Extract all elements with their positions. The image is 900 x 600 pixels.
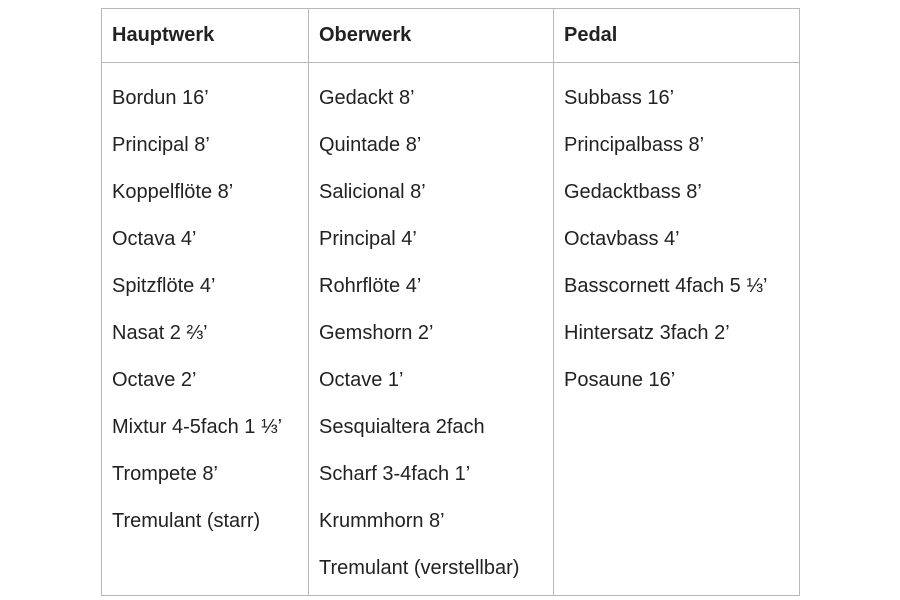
stop-item: Mixtur 4-5fach 1 ⅓’ [112, 416, 283, 438]
stop-item: Posaune 16’ [564, 369, 676, 391]
stop-item: Bordun 16’ [112, 87, 209, 109]
stop-item: Gedackt 8’ [319, 87, 415, 109]
stops-row [102, 63, 800, 596]
stop-item: Octava 4’ [112, 228, 197, 250]
stop-item: Nasat 2 ⅔’ [112, 322, 208, 344]
stop-item: Octave 1’ [319, 369, 404, 391]
stop-item: Principalbass 8’ [564, 134, 705, 156]
stop-item: Quintade 8’ [319, 134, 422, 156]
stop-item: Octave 2’ [112, 369, 197, 391]
stop-item: Tremulant (starr) [112, 510, 261, 532]
stop-item: Gemshorn 2’ [319, 322, 434, 344]
stop-item: Principal 4’ [319, 228, 417, 250]
stop-item: Sesquialtera 2fach [319, 416, 485, 438]
stop-item: Trompete 8’ [112, 463, 218, 485]
header-row [102, 9, 800, 63]
header-pedal: Pedal [554, 9, 800, 63]
header-oberwerk: Oberwerk [309, 9, 554, 63]
organ-stops-table [101, 8, 800, 596]
stop-item: Salicional 8’ [319, 181, 426, 203]
stop-item: Gedacktbass 8’ [564, 181, 702, 203]
stop-item: Spitzflöte 4’ [112, 275, 216, 297]
stop-item: Subbass 16’ [564, 87, 675, 109]
stop-item: Principal 8’ [112, 134, 210, 156]
stop-item: Tremulant (verstellbar) [319, 557, 520, 579]
oberwerk-stop-list [319, 75, 553, 592]
pedal-cell [554, 63, 800, 596]
pedal-stop-list [564, 75, 799, 404]
oberwerk-cell [309, 63, 554, 596]
stop-item: Rohrflöte 4’ [319, 275, 422, 297]
stop-item: Scharf 3-4fach 1’ [319, 463, 471, 485]
header-hauptwerk: Hauptwerk [102, 9, 309, 63]
hauptwerk-stop-list [112, 75, 308, 545]
stop-item: Krummhorn 8’ [319, 510, 445, 532]
stop-item: Octavbass 4’ [564, 228, 680, 250]
hauptwerk-cell [102, 63, 309, 596]
stop-item: Hintersatz 3fach 2’ [564, 322, 730, 344]
stop-item: Basscornett 4fach 5 ⅓’ [564, 275, 768, 297]
stop-item: Koppelflöte 8’ [112, 181, 234, 203]
